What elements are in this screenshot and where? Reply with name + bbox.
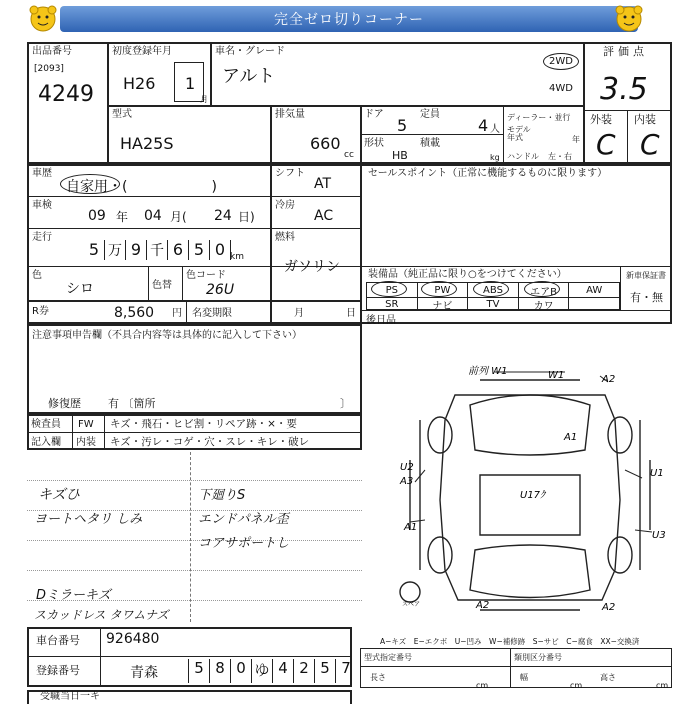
drive-4wd: 4WD xyxy=(549,83,573,94)
approval-cm: cm xyxy=(476,681,489,690)
approval-width: 幅 xyxy=(520,673,528,682)
inspection-day-unit: 日) xyxy=(238,210,255,224)
diagram-mark: U1 xyxy=(650,468,664,479)
score-int: C xyxy=(640,128,660,161)
reg-month-suffix: 月 xyxy=(200,95,208,104)
doors-value: 5 xyxy=(397,116,408,135)
approval-a-label: 型式指定番号 xyxy=(364,653,412,662)
hand-note: キズひ xyxy=(38,487,80,503)
inspection-month-unit: 月( xyxy=(170,210,187,224)
diagram-wheel xyxy=(608,417,632,453)
car-name: アルト xyxy=(222,66,276,87)
approval-b-label: 類別区分番号 xyxy=(514,653,562,662)
check-fw-label: FW xyxy=(78,419,94,430)
diagram-mark: U3 xyxy=(652,530,666,541)
plate-digits xyxy=(188,659,356,683)
plate-digit: 2 xyxy=(293,659,314,683)
dealer-handle: ハンドル xyxy=(507,152,539,161)
new-warranty-label: 新車保証書 xyxy=(626,271,666,280)
reg-month: 1 xyxy=(185,74,196,93)
history-label: 車歴 xyxy=(32,168,52,179)
equip-circle xyxy=(421,281,457,297)
fuel-value: ガソリン xyxy=(284,259,340,275)
approval-height: 高さ xyxy=(600,673,616,682)
repair-close: 〕 xyxy=(340,397,351,410)
diagram-left-side xyxy=(410,420,420,570)
recycle-day: 日 xyxy=(346,308,356,319)
hand-note: コアサポートし xyxy=(198,536,290,551)
equipment-item: ABS xyxy=(468,283,519,297)
inspection-year-unit: 年 xyxy=(116,210,129,224)
color-code: 26U xyxy=(206,282,235,298)
notes-label: 注意事項申告欄（不具合内容等は具体的に記入して下さい） xyxy=(32,330,302,341)
plate-digit: 4 xyxy=(272,659,293,683)
hand-note: スカッドレス タワムナズ xyxy=(34,608,169,622)
diagram-spare xyxy=(400,582,420,602)
diagram-spare-label: スペア xyxy=(402,601,421,608)
plate-digit: 5 xyxy=(314,659,335,683)
check-label: 検査員 xyxy=(31,419,61,430)
history-value: 自家用・( ) xyxy=(66,179,217,195)
page-title: 完全ゼロ切りコーナー xyxy=(60,6,638,32)
shape-label: 形状 xyxy=(364,138,384,149)
diagram-wheel xyxy=(428,537,452,573)
diagram-mark: A2 xyxy=(602,374,616,385)
aircon-label: 冷房 xyxy=(275,200,295,211)
equipment-item: カワ xyxy=(519,298,570,311)
left-mascot-icon xyxy=(28,3,58,37)
engine-unit: cc xyxy=(344,150,354,160)
footer-text: 受職当日一キ xyxy=(40,691,100,702)
equipment-item: エアB xyxy=(519,283,570,297)
mileage-unit: km xyxy=(230,252,244,262)
score-ext-label: 外装 xyxy=(590,113,612,126)
mileage-digit: 5 xyxy=(84,240,105,260)
dealer-label: ディーラー・並行 xyxy=(507,113,571,122)
equipment-item: SR xyxy=(367,298,418,311)
repair-value: 有 〔箇所 xyxy=(108,397,156,410)
inspection-month: 04 xyxy=(144,208,162,224)
mileage-digits xyxy=(84,240,231,260)
hand-note: Dミラーキズ xyxy=(36,588,111,603)
repair-label: 修復歴 xyxy=(48,397,81,410)
score-int-label: 内装 xyxy=(634,113,656,126)
color-change-label: 色替 xyxy=(152,280,172,291)
equipment-item xyxy=(569,298,619,311)
engine-label: 排気量 xyxy=(275,109,305,120)
lot-sub: [2093] xyxy=(34,64,64,74)
shift-label: シフト xyxy=(275,168,305,179)
lot-label: 出品番号 xyxy=(32,46,72,57)
plate-digit: 7 xyxy=(335,659,356,683)
mileage-label: 走行 xyxy=(32,232,52,243)
fuel-label: 燃料 xyxy=(275,232,295,243)
diagram-right-side xyxy=(640,420,650,570)
diagram-mark: 前列 W1 xyxy=(468,366,508,377)
color-label: 色 xyxy=(32,270,42,281)
equipment-item: AW xyxy=(586,284,603,296)
approval-cm: cm xyxy=(656,681,669,690)
plate-digit: 5 xyxy=(188,659,209,683)
diagram-wheel xyxy=(608,537,632,573)
inspection-label: 車検 xyxy=(32,200,52,211)
model-value: HA25S xyxy=(120,134,174,153)
engine-value: 660 xyxy=(310,134,341,153)
approval-length: 長さ xyxy=(370,673,386,682)
color-value: シロ xyxy=(66,281,94,297)
mileage-digit: 千 xyxy=(147,240,168,260)
diagram-mark: A2 xyxy=(602,602,616,613)
check-fw-items: キズ・飛石・ヒビ割・リペア跡・×・要 xyxy=(110,418,297,430)
equip-circle xyxy=(473,281,509,297)
right-mascot-icon xyxy=(614,3,644,37)
equip-circle xyxy=(371,281,407,297)
diagram-mark-arrow xyxy=(410,470,652,532)
diagram-mark: A3 xyxy=(400,476,414,487)
reg-label: 初度登録年月 xyxy=(112,46,172,57)
equip-circle xyxy=(524,281,560,297)
mileage-digit: 5 xyxy=(189,240,210,260)
capacity-label: 定員 xyxy=(420,109,440,120)
lot-number: 4249 xyxy=(38,82,94,107)
equipment-item: PS xyxy=(367,283,418,297)
diagram-trunk xyxy=(470,545,590,598)
plate-digit: 8 xyxy=(209,659,230,683)
diagram-hood xyxy=(470,395,590,455)
sales-label: セールスポイント（正常に機能するものに限ります） xyxy=(368,168,608,179)
load-label: 積載 xyxy=(420,138,440,149)
hand-note: エンドパネル歪 xyxy=(198,512,289,527)
load-unit: kg xyxy=(490,153,500,162)
check-entry: 記入欄 xyxy=(31,437,61,448)
rear-seat-label: 後日品 xyxy=(366,315,396,326)
score-ext: C xyxy=(596,128,616,161)
chassis-label: 車台番号 xyxy=(36,634,80,647)
legend-text: A−キズ E−エクボ U−凹み W−補修跡 S−サビ C−腐食 XX−交換済 xyxy=(380,637,640,646)
capacity-value: 4 xyxy=(478,116,489,135)
model-label: 型式 xyxy=(112,109,132,120)
plate-digit: ゆ xyxy=(251,659,272,683)
mileage-digit: 0 xyxy=(210,240,231,260)
shift-value: AT xyxy=(314,176,332,192)
plate-digit: 0 xyxy=(230,659,251,683)
recycle-label: R券 xyxy=(32,306,49,317)
dealer-model-year: モデル年式 xyxy=(507,125,531,142)
dealer-left-right: 左・右 xyxy=(548,152,572,161)
recycle-unit: 円 xyxy=(172,308,182,319)
dealer-year-unit: 年 xyxy=(572,135,580,144)
inspection-year: 09 xyxy=(88,208,106,224)
drive-2wd: 2WD xyxy=(549,56,573,67)
equipment-label: 装備品（純正品に限り○をつけてください） xyxy=(368,269,567,280)
new-warranty-value: 有・無 xyxy=(630,291,663,304)
diagram-mark: A1 xyxy=(564,432,578,443)
diagram-mark: A1 xyxy=(404,522,418,533)
diagram-roof xyxy=(480,475,580,535)
recycle-value: 8,560 xyxy=(114,305,155,321)
diagram-mark: A2 xyxy=(476,600,490,611)
diagram-mark: U17ｸ xyxy=(520,490,546,501)
plate-region: 青森 xyxy=(130,665,158,681)
equipment-item: ナビ xyxy=(418,298,469,311)
equipment-item: PW xyxy=(418,283,469,297)
approval-cm: cm xyxy=(570,681,583,690)
shape-value: HB xyxy=(392,149,408,162)
check-in-label: 内装 xyxy=(76,437,96,448)
car-label: 車名・グレード xyxy=(215,46,285,57)
mileage-digit: 6 xyxy=(168,240,189,260)
equipment-item: TV xyxy=(468,298,519,311)
car-diagram xyxy=(380,360,680,620)
recycle-month: 月 xyxy=(294,308,304,319)
diagram-mark: U2 xyxy=(400,462,414,473)
aircon-value: AC xyxy=(314,208,334,224)
color-code-label: 色コード xyxy=(186,270,226,281)
score-label: 評価点 xyxy=(603,45,648,58)
hand-note: ヨートヘタリ しみ xyxy=(34,512,143,527)
hand-note: 下廻りS xyxy=(198,488,246,503)
reg-year: H26 xyxy=(123,74,156,93)
plate-label: 登録番号 xyxy=(36,664,80,677)
doors-label: ドア xyxy=(364,109,384,120)
recycle-transfer-label: 名変期限 xyxy=(192,308,232,319)
score-value: 3.5 xyxy=(600,72,648,107)
mileage-digit: 9 xyxy=(126,240,147,260)
check-in-items: キズ・汚レ・コゲ・穴・スレ・キレ・破レ xyxy=(110,436,310,448)
inspection-day: 24 xyxy=(214,208,232,224)
mileage-digit: 万 xyxy=(105,240,126,260)
capacity-unit: 人 xyxy=(490,124,500,135)
diagram-wheel xyxy=(428,417,452,453)
diagram-mark: W1 xyxy=(548,370,565,381)
chassis-value: 926480 xyxy=(106,631,160,647)
